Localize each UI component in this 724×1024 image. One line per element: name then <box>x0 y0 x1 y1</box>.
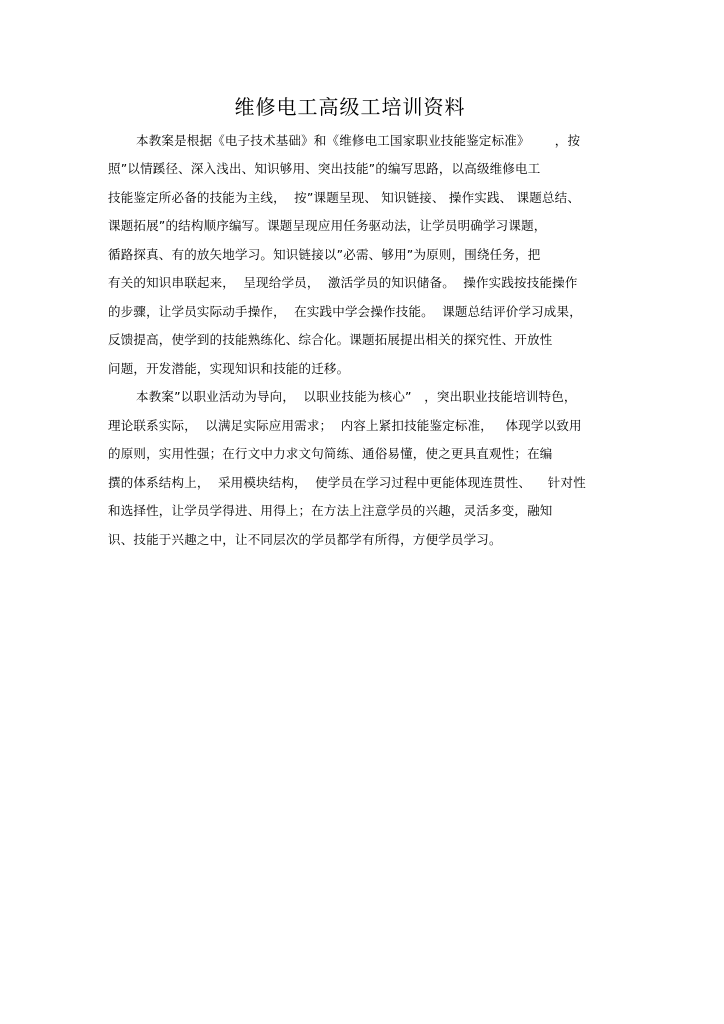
paragraph-2-line-5: 和选择性，让学员学得进、用得上；在方法上注意学员的兴趣，灵活多变，融知 <box>108 503 553 518</box>
paragraph-2-line-2: 理论联系实际， 以满足实际应用需求； 内容上紧扣技能鉴定标准， 体现学以致用 <box>108 418 582 433</box>
paragraph-2-line-1: 本教案”以职业活动为导向， 以职业技能为核心” ，突出职业技能培训特色， <box>136 389 577 404</box>
paragraph-1-line-5: 循路探真、有的放矢地学习。知识链接以”必需、够用”为原则，围绕任务，把 <box>108 247 541 262</box>
paragraph-1-line-4: 课题拓展”的结构顺序编写。课题呈现应用任务驱动法，让学员明确学习课题， <box>108 218 547 233</box>
paragraph-2-line-6: 识、技能于兴趣之中，让不同层次的学员都学有所得，方便学员学习。 <box>108 532 502 547</box>
paragraph-2-line-4: 撰的体系结构上， 采用模块结构， 使学员在学习过程中更能体现连贯性、 针对性 <box>108 475 586 490</box>
document-title: 维修电工高级工培训资料 <box>234 95 466 119</box>
paragraph-2-line-3: 的原则，实用性强；在行文中力求文句简练、通俗易懂，使之更具直观性；在编 <box>108 446 553 461</box>
paragraph-1-line-1: 本教案是根据《电子技术基础》和《维修电工国家职业技能鉴定标准》 ，按 <box>136 133 581 148</box>
paragraph-1-line-3: 技能鉴定所必备的技能为主线， 按”课题呈现、 知识链接、 操作实践、 课题总结、 <box>108 190 581 205</box>
paragraph-1-line-2: 照”以情蹊径、深入浅出、知识够用、突出技能”的编写思路，以高级维修电工 <box>108 161 541 176</box>
paragraph-1-line-7: 的步骤，让学员实际动手操作， 在实践中学会操作技能。 课题总结评价学习成果， <box>108 304 582 319</box>
paragraph-1-line-9: 问题，开发潜能，实现知识和技能的迁移。 <box>108 361 350 376</box>
paragraph-1-line-6: 有关的知识串联起来， 呈现给学员， 激活学员的知识储备。 操作实践按技能操作 <box>108 275 578 290</box>
paragraph-1-line-8: 反馈提高，使学到的技能熟练化、综合化。课题拓展提出相关的探究性、开放性 <box>108 332 553 347</box>
